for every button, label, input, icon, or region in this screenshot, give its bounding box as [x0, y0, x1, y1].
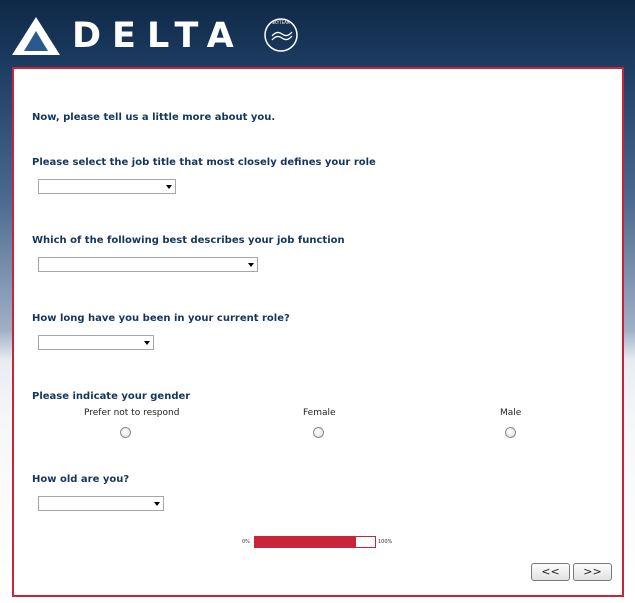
next-button[interactable]: >>: [573, 563, 612, 581]
job-title-select[interactable]: [38, 179, 176, 194]
site-header: [0, 0, 635, 64]
gender-option-prefer-not-label: Prefer not to respond: [84, 408, 180, 418]
chevron-down-icon: [248, 263, 254, 267]
job-title-question: Please select the job title that most closely defines your role: [32, 157, 376, 168]
intro-text: Now, please tell us a little more about you.: [32, 112, 276, 123]
progress-fill: [255, 537, 356, 547]
brand-name: DELTA: [72, 16, 245, 56]
age-select[interactable]: [38, 496, 164, 511]
chevron-down-icon: [154, 502, 160, 506]
age-question: How old are you?: [32, 474, 130, 485]
progress-end-label: 100%: [378, 539, 393, 545]
job-function-question: Which of the following best describes your job function: [32, 235, 345, 246]
survey-panel: [12, 67, 624, 597]
skyteam-text: SKYTEAM: [271, 20, 291, 25]
progress-bar: [254, 536, 376, 548]
gender-radio-female[interactable]: [313, 427, 324, 438]
gender-radio-prefer-not[interactable]: [120, 427, 131, 438]
chevron-down-icon: [166, 185, 172, 189]
job-function-select[interactable]: [38, 257, 258, 272]
back-button[interactable]: <<: [531, 563, 570, 581]
tenure-select[interactable]: [38, 335, 154, 350]
gender-option-male-label: Male: [500, 408, 522, 418]
skyteam-logo-icon: [262, 16, 300, 54]
tenure-question: How long have you been in your current role?: [32, 313, 290, 324]
chevron-down-icon: [144, 341, 150, 345]
progress-start-label: 0%: [242, 539, 250, 545]
gender-question: Please indicate your gender: [32, 391, 191, 402]
delta-widget-logo-icon: [12, 17, 60, 55]
gender-option-female-label: Female: [303, 408, 336, 418]
gender-radio-male[interactable]: [505, 427, 516, 438]
